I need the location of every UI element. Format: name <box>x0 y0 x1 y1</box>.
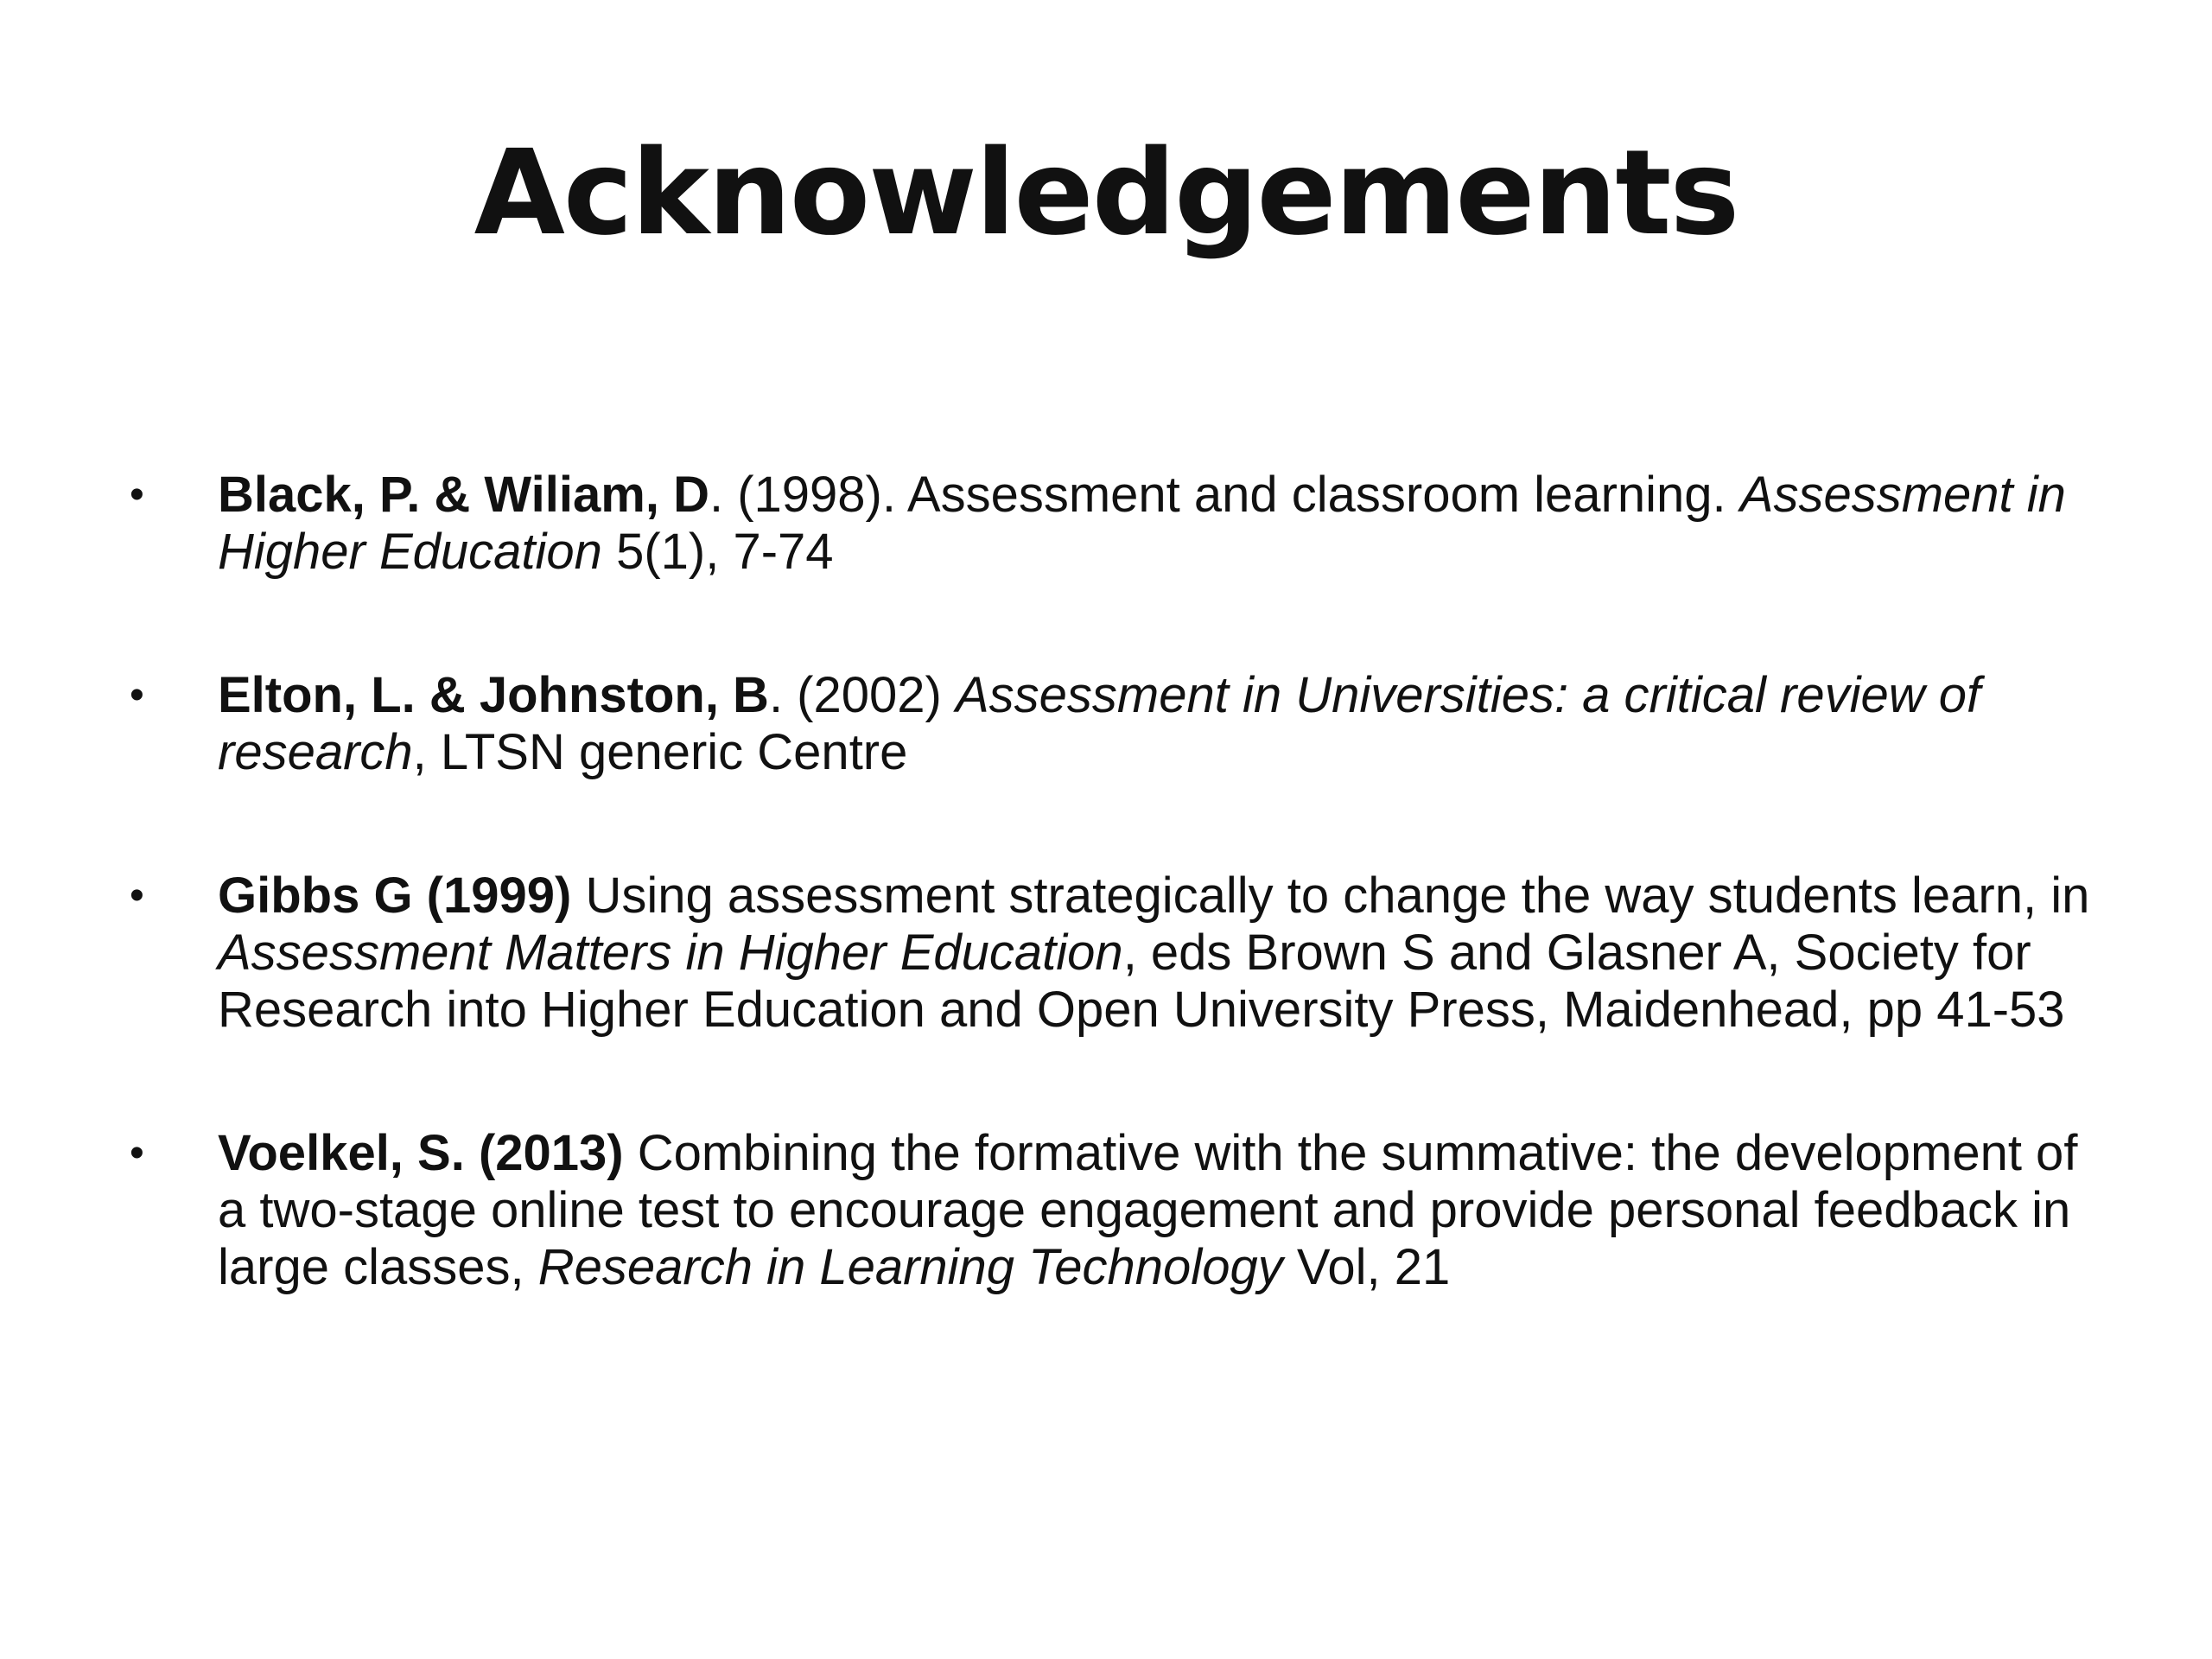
bullet-icon: • <box>130 1130 144 1176</box>
reference-text: . (1998). Assessment and classroom learning. <box>709 467 1740 523</box>
slide-title: Acknowledgements <box>474 125 1738 262</box>
reference-authors: Gibbs G (1999) <box>218 868 572 924</box>
reference-authors: Elton, L. & Johnston, B <box>218 667 769 723</box>
bullet-icon: • <box>130 472 144 518</box>
reference-source: Research in Learning Technology <box>537 1239 1283 1295</box>
reference-list <box>130 467 2108 1382</box>
reference-text: . (2002) <box>768 667 956 723</box>
reference-text: Vol, 21 <box>1282 1239 1451 1295</box>
reference-source: Assessment in Universities: a critical review of research <box>218 667 1981 780</box>
reference-text: , eds Brown S and Glasner A, Society for Research into Higher Education and Open University Press, Maidenhead, pp 41-53 <box>218 925 2065 1038</box>
reference-text: 5(1), 7-74 <box>601 524 834 580</box>
reference-item <box>130 1125 2108 1296</box>
reference-item <box>130 667 2108 781</box>
reference-source: Assessment in Higher Education <box>218 467 2066 580</box>
reference-item <box>130 868 2108 1039</box>
reference-text: Using assessment strategically to change the way students learn, in <box>571 868 2090 924</box>
reference-text: , LTSN generic Centre <box>412 724 908 780</box>
reference-source: Assessment Matters in Higher Education <box>218 925 1123 981</box>
bullet-icon: • <box>130 672 144 718</box>
reference-authors: Black, P. & Wiliam, D <box>218 467 709 523</box>
reference-item <box>130 467 2108 581</box>
bullet-icon: • <box>130 873 144 918</box>
reference-text: Combining the formative with the summative: the development of a two-stage online test to encourage engagement and provide personal feedback in large classes, <box>218 1125 2078 1295</box>
reference-authors: Voelkel, S. (2013) <box>218 1125 624 1181</box>
